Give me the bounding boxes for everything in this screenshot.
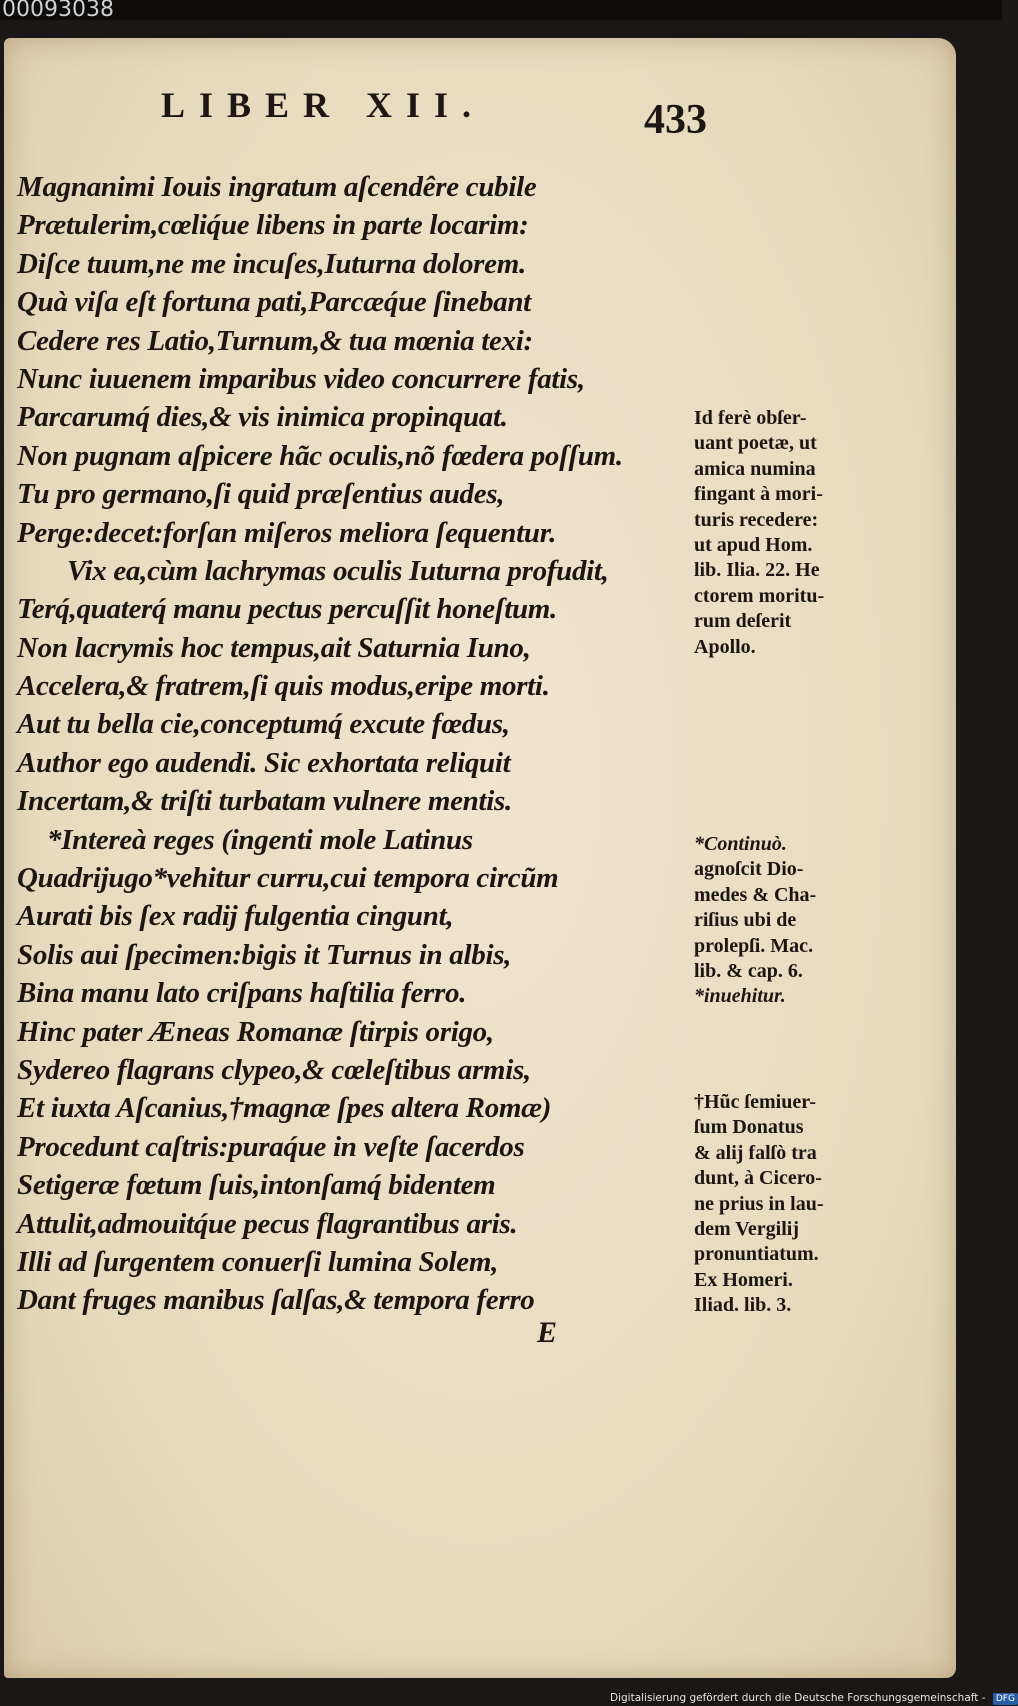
- verse-line: Author ego audendi. Sic exhortata reliquit: [17, 746, 511, 779]
- margin-note-line: turis recedere:: [694, 508, 819, 531]
- verse-line: Parcarumq́ dies,& vis inimica propinquat.: [17, 401, 508, 434]
- margin-note-line: & alij falſò tra: [694, 1141, 817, 1164]
- verse-line: Prætulerim,cœliq́ue libens in parte locarim:: [17, 209, 529, 242]
- margin-note-line: *Continuò.: [694, 833, 787, 855]
- margin-note-line: prolepſi. Mac.: [694, 934, 814, 957]
- margin-note-line: riſius ubi de: [694, 909, 797, 932]
- verse-line: Setigeræ fœtum ſuis,intonſamq́ bidentem: [17, 1169, 496, 1202]
- verse-line: Magnanimi Iouis ingratum aſcendêre cubile: [17, 171, 537, 203]
- dfg-logo: DFG: [993, 1693, 1018, 1705]
- margin-note-line: rum deſerit: [694, 610, 792, 633]
- verse-line: Illi ad ſurgentem conuerſi lumina Solem,: [17, 1245, 499, 1278]
- margin-note-line: ſum Donatus: [694, 1116, 804, 1139]
- margin-note-line: Ex Homeri.: [694, 1268, 793, 1291]
- margin-note-line: fingant à mori-: [694, 483, 823, 506]
- verse-line: Vix ea,cùm lachrymas oculis Iuturna profudit,: [67, 554, 609, 587]
- verse-line: Nunc iuuenem imparibus video concurrere fatis,: [17, 362, 585, 395]
- margin-note-line: ut apud Hom.: [694, 534, 813, 557]
- credit-text: Digitalisierung gefördert durch die Deutsche Forschungsgemeinschaft -: [610, 1692, 986, 1704]
- verse-line: Procedunt caſtris:puraq́ue in veſte ſacerdos: [17, 1130, 525, 1163]
- margin-note-line: ctorem moritu-: [694, 584, 825, 607]
- verse-line: Diſce tuum,ne me incuſes,Iuturna dolorem.: [17, 247, 526, 280]
- verse-line: Quadrijugo*vehitur curru,cui tempora circũm: [17, 862, 559, 895]
- margin-note-line: Apollo.: [694, 635, 756, 658]
- margin-note-line: uant poetæ, ut: [694, 432, 817, 455]
- margin-note-line: Id ferè obſer-: [694, 407, 807, 429]
- margin-note-line: pronuntiatum.: [694, 1243, 819, 1266]
- page-number: 433: [644, 97, 707, 143]
- margin-note-line: dem Vergilij: [694, 1218, 799, 1241]
- verse-line: Perge:decet:forſan miſeros meliora ſequentur.: [17, 516, 557, 549]
- running-head: LIBER XII.: [161, 85, 486, 125]
- margin-note-line: lib. Ilia. 22. He: [694, 559, 820, 582]
- verse-line: Incertam,& triſti turbatam vulnere mentis.: [17, 785, 512, 818]
- margin-note-line: ne prius in lau-: [694, 1192, 824, 1215]
- digitization-credit: [610, 1690, 1015, 1706]
- verse-line: Terq́,quaterq́ manu pectus percuſſit honeſtum.: [17, 593, 557, 626]
- margin-note-line: medes & Cha-: [694, 883, 817, 906]
- margin-note: [694, 1090, 874, 1319]
- margin-note: [694, 406, 874, 660]
- scan-id-label: 00093038: [0, 0, 1002, 20]
- verse-line: Aut tu bella cie,conceptumq́ excute fœdus,: [17, 708, 510, 741]
- verse-line: Non pugnam aſpicere hãc oculis,nõ fœdera poſſum.: [17, 439, 623, 472]
- margin-note-line: †Hũc ſemiuer-: [694, 1091, 817, 1113]
- verse-line: Hinc pater Æneas Romanæ ſtirpis origo,: [17, 1015, 494, 1048]
- verse-line: Dant fruges manibus ſalſas,& tempora ferro: [17, 1284, 535, 1317]
- margin-note-line: dunt, à Cicero-: [694, 1167, 822, 1190]
- verse-block: [17, 168, 687, 1320]
- verse-line: Non lacrymis hoc tempus,ait Saturnia Iuno,: [17, 631, 531, 664]
- verse-line: *Intereà reges (ingenti mole Latinus: [47, 823, 473, 856]
- margin-note: [694, 832, 874, 1010]
- margin-note-line: lib. & cap. 6.: [694, 960, 803, 983]
- verse-line: Sydereo flagrans clypeo,& cœleſtibus armis,: [17, 1053, 531, 1086]
- margin-note-line: amica numina: [694, 457, 816, 480]
- verse-line: Attulit,admouitq́ue pecus flagrantibus aris.: [17, 1207, 518, 1240]
- verse-line: Solis aui ſpecimen:bigis it Turnus in albis,: [17, 938, 512, 971]
- verse-line: Quà viſa eſt fortuna pati,Parcæq́ue ſinebant: [17, 286, 531, 319]
- verse-line: Aurati bis ſex radij fulgentia cingunt,: [17, 900, 454, 933]
- verse-line: Tu pro germano,ſi quid præſentius audes,: [17, 478, 505, 511]
- margin-note-line: *inuehitur.: [694, 985, 786, 1008]
- verse-line: Accelera,& fratrem,ſi quis modus,eripe morti.: [17, 670, 550, 703]
- verse-line: Et iuxta Aſcanius,†magnæ ſpes altera Romæ): [17, 1092, 552, 1125]
- margin-note-line: Iliad. lib. 3.: [694, 1294, 792, 1317]
- margin-note-line: agnoſcit Dio-: [694, 858, 804, 881]
- verse-line: Bina manu lato criſpans haſtilia ferro.: [17, 977, 467, 1010]
- catchword: E: [537, 1316, 558, 1349]
- verse-line: Cedere res Latio,Turnum,& tua mœnia texi:: [17, 324, 533, 357]
